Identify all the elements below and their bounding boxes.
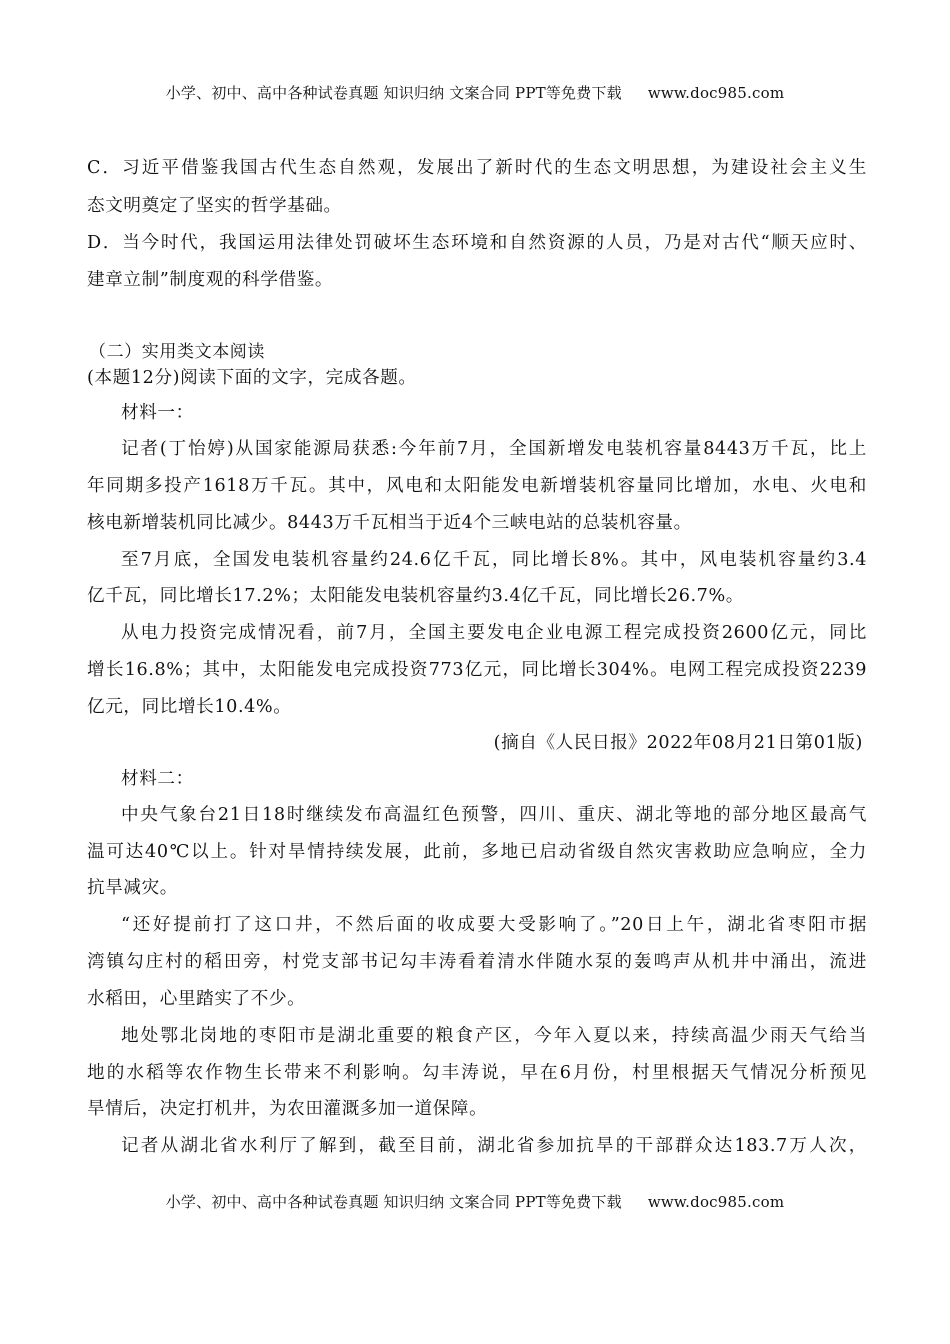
material1-p1-line1: 记者(丁怡婷)从国家能源局获悉:今年前7月，全国新增发电装机容量8443万千瓦，比上 <box>121 439 867 459</box>
material2-p3-line3: 旱情后，决定打机井，为农田灌溉多加一道保障。 <box>87 1099 488 1119</box>
material1-p2-line1: 至7月底，全国发电装机容量约24.6亿千瓦，同比增长8%。其中，风电装机容量约3.4 <box>121 550 867 570</box>
option-c-line-2: 态文明奠定了坚实的哲学基础。 <box>87 196 342 216</box>
material1-p1-line2: 年同期多投产1618万千瓦。其中，风电和太阳能发电新增装机容量同比增加，水电、火电和 <box>87 476 867 496</box>
page-header <box>0 82 950 103</box>
material2-label: 材料二： <box>121 769 194 789</box>
header-site-link[interactable]: www.doc985.com <box>647 84 785 102</box>
material2-p2-line1: “还好提前打了这口井，不然后面的收成要大受影响了。”20日上午，湖北省枣阳市据 <box>121 915 867 935</box>
footer-text: 小学、初中、高中各种试卷真题 知识归纳 文案合同 PPT等免费下载 <box>165 1193 622 1211</box>
material1-p3-line2: 增长16.8%；其中，太阳能发电完成投资773亿元，同比增长304%。电网工程完成投资2239 <box>87 660 867 680</box>
material1-p1-line3: 核电新增装机同比减少。8443万千瓦相当于近4个三峡电站的总装机容量。 <box>87 513 692 533</box>
material2-p4-line1: 记者从湖北省水利厅了解到，截至目前，湖北省参加抗旱的干部群众达183.7万人次， <box>121 1136 867 1156</box>
material2-p2-line3: 水稻田，心里踏实了不少。 <box>87 989 306 1009</box>
material2-p1-line1: 中央气象台21日18时继续发布高温红色预警，四川、重庆、湖北等地的部分地区最高气 <box>121 805 867 825</box>
material1-source: (摘自《人民日报》2022年08月21日第01版) <box>493 733 863 753</box>
material1-p3-line1: 从电力投资完成情况看，前7月，全国主要发电企业电源工程完成投资2600亿元，同比 <box>121 623 867 643</box>
material1-label: 材料一： <box>121 403 194 423</box>
material2-p1-line3: 抗旱减灾。 <box>87 878 178 898</box>
option-d-line-1: D．当今时代，我国运用法律处罚破坏生态环境和自然资源的人员，乃是对古代“顺天应时、 <box>87 233 867 253</box>
page-footer <box>0 1191 950 1212</box>
material1-p3-line3: 亿元，同比增长10.4%。 <box>87 697 292 717</box>
header-text: 小学、初中、高中各种试卷真题 知识归纳 文案合同 PPT等免费下载 <box>165 84 622 102</box>
material2-p1-line2: 温可达40℃以上。针对旱情持续发展，此前，多地已启动省级自然灾害救助应急响应，全力 <box>87 842 867 862</box>
material2-p3-line1: 地处鄂北岗地的枣阳市是湖北重要的粮食产区，今年入夏以来，持续高温少雨天气给当 <box>121 1026 867 1046</box>
material2-p3-line2: 地的水稻等农作物生长带来不利影响。勾丰涛说，早在6月份，村里根据天气情况分析预见 <box>87 1063 867 1083</box>
footer-site-link[interactable]: www.doc985.com <box>647 1193 785 1211</box>
material2-p2-line2: 湾镇勾庄村的稻田旁，村党支部书记勾丰涛看着清水伴随水泵的轰鸣声从机井中涌出，流进 <box>87 952 867 972</box>
material1-p2-line2: 亿千瓦，同比增长17.2%；太阳能发电装机容量约3.4亿千瓦，同比增长26.7%。 <box>87 586 744 606</box>
option-d-line-2: 建章立制”制度观的科学借鉴。 <box>87 270 334 290</box>
section-title: （二）实用类文本阅读 <box>89 342 265 362</box>
option-c-line-1: C．习近平借鉴我国古代生态自然观，发展出了新时代的生态文明思想，为建设社会主义生 <box>87 158 867 178</box>
section-instruction: (本题12分)阅读下面的文字，完成各题。 <box>87 368 417 388</box>
